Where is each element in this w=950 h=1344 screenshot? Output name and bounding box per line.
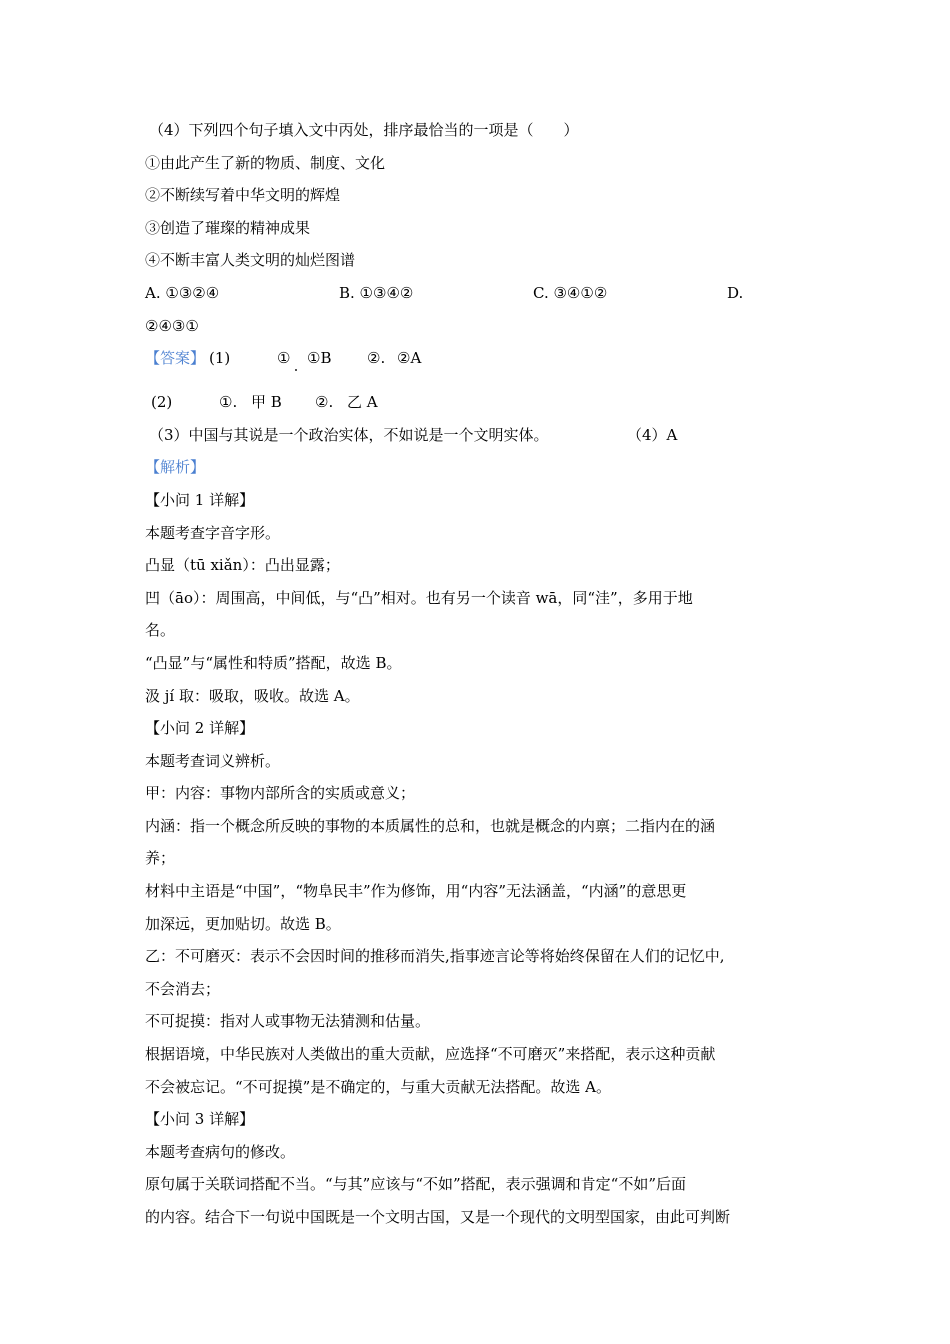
analysis-line: 不会消去； [145,979,221,998]
option-a: A. ①③②④ [145,283,220,302]
analysis-line: 名。 [145,621,176,640]
analysis-line: 不会被忘记。“不可捉摸”是不确定的，与重大贡献无法搭配。故选 A。 [145,1077,611,1096]
option-d-continued: ②④③① [145,316,199,335]
analysis-line: 内涵：指一个概念所反映的事物的本质属性的总和，也就是概念的内禀；二指内在的涵 [145,816,716,835]
document-page [145,114,805,1234]
question4-options [145,277,805,310]
analysis-line: 材料中主语是“中国”，“物阜民丰”作为修饰，用“内容”无法涵盖，“内涵”的意思更 [145,882,687,901]
answer-row-1 [145,342,805,386]
option-d: D. [727,283,744,302]
question4-item-4: ④不断丰富人类文明的灿烂图谱 [145,251,356,270]
answer-q4: （4）A [627,425,678,444]
analysis-line: 乙：不可磨灭：表示不会因时间的推移而消失,指事迹言论等将始终保留在人们的记忆中, [145,947,725,966]
answer-q2-a-value: 甲 B [251,393,282,412]
analysis-line: 【小问 1 详解】 [145,490,255,509]
analysis-line: 加深远，更加贴切。故选 B。 [145,914,341,933]
answer-q1-label: (1) [209,349,231,368]
analysis-line: 本题考查词义辨析。 [145,751,281,770]
stray-dot-mark [295,369,297,371]
analysis-line: 不可捉摸：指对人或事物无法猜测和估量。 [145,1012,431,1031]
question4-stem: （4）下列四个句子填入文中丙处，排序最恰当的一项是（ ） [149,121,579,139]
answer-q1-a: ① [277,349,291,368]
answer-q2-b-value: 乙 A [347,393,378,412]
answer-q1-a-value: ①B [307,349,332,368]
option-b: B. ①③④② [339,283,414,302]
answer-q2-label: (2) [151,393,173,412]
analysis-line: 甲：内容：事物内部所含的实质或意义； [145,784,416,803]
answer-q2-b: ②. [315,393,334,412]
answer-q1-b-value: ②A [397,349,422,368]
analysis-line: 凹（āo）：周围高，中间低，与“凸”相对。也有另一个读音 wā，同“洼”，多用于地 [145,588,693,607]
option-c: C. ③④①② [533,283,608,302]
analysis-line: 凸显（tū xiǎn）：凸出显露； [145,556,340,575]
analysis-line: 本题考查字音字形。 [145,523,281,542]
analysis-line: 汲 jí 取：吸取，吸收。故选 A。 [145,686,360,705]
answer-q2-a: ①. [219,393,238,412]
analysis-line: 本题考查病句的修改。 [145,1142,296,1161]
answer-row-2 [145,386,805,419]
question4-item-2: ②不断续写着中华文明的辉煌 [145,186,341,205]
analysis-tag: 【解析】 [145,458,206,477]
answer-q1-b: ②. [367,349,386,368]
question4-item-3: ③创造了璀璨的精神成果 [145,218,311,237]
analysis-line: 【小问 2 详解】 [145,719,255,738]
analysis-line: 【小问 3 详解】 [145,1110,255,1129]
analysis-line: 原句属于关联词搭配不当。“与其”应该与“不如”搭配，表示强调和肯定“不如”后面 [145,1175,687,1194]
analysis-line: 的内容。结合下一句说中国既是一个文明古国，又是一个现代的文明型国家，由此可判断 [145,1208,731,1226]
analysis-line: 养； [145,849,176,868]
question4-item-1: ①由此产生了新的物质、制度、文化 [145,153,386,172]
answer-q3: （3）中国与其说是一个政治实体，不如说是一个文明实体。 [149,425,549,444]
analysis-line: “凸显”与“属性和特质”搭配，故选 B。 [145,653,402,672]
answer-tag: 【答案】 [145,349,206,368]
answer-row-3 [145,419,805,452]
analysis-line: 根据语境，中华民族对人类做出的重大贡献，应选择“不可磨灭”来搭配，表示这种贡献 [145,1045,716,1064]
